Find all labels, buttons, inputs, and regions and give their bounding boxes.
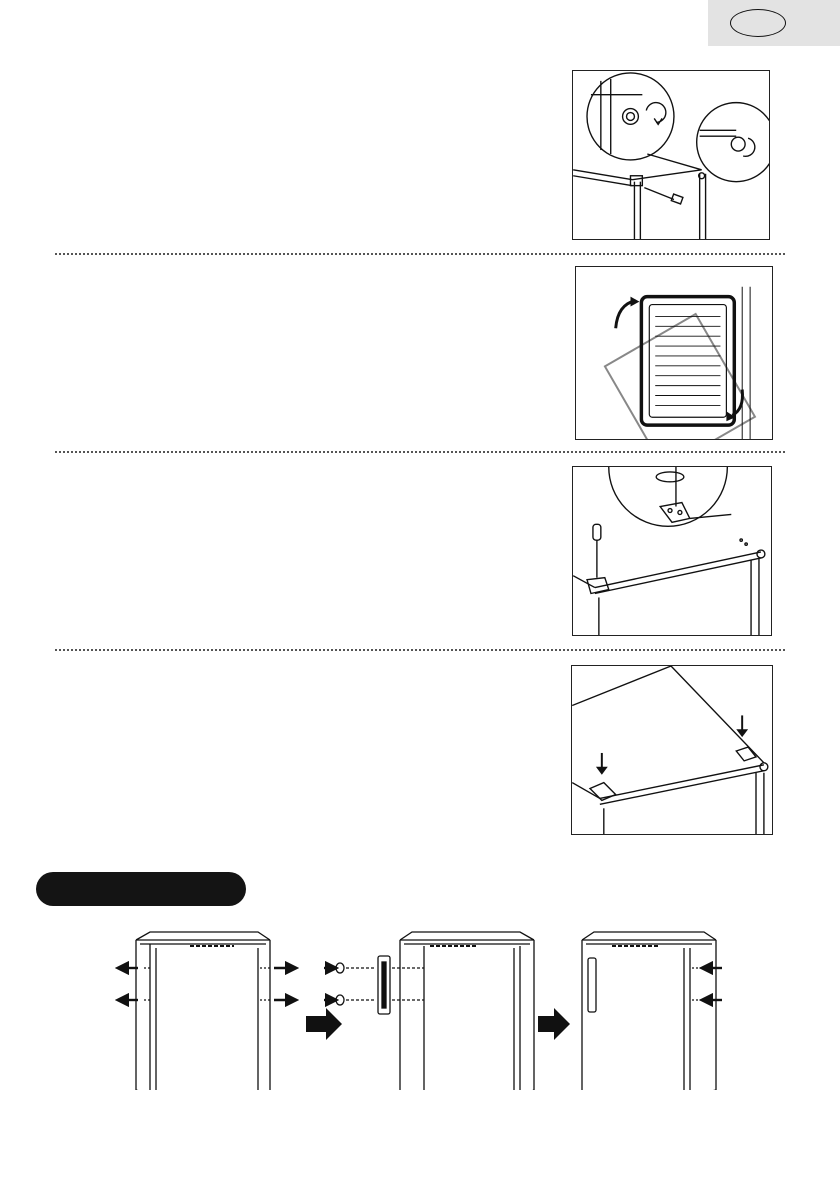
door-removal-illustration [576,267,772,439]
arrow-right-icon [538,1008,570,1040]
section-divider [55,649,785,651]
top-hinge-illustration [573,467,771,635]
figure-remove-hinge-cover [572,70,770,240]
top-cover-illustration [572,666,772,834]
section-divider [55,451,785,453]
figure-remove-door [575,266,773,440]
hinge-cover-illustration [573,71,769,239]
section-heading-pill [36,872,246,906]
arrow-right-icon [306,1008,342,1040]
language-badge [730,9,786,37]
language-tab [708,0,840,46]
figure-top-cover-plugs [571,665,773,835]
handle-installation-illustration [110,928,730,1090]
figure-unscrew-top-hinge [572,466,772,636]
section-divider [55,253,785,255]
